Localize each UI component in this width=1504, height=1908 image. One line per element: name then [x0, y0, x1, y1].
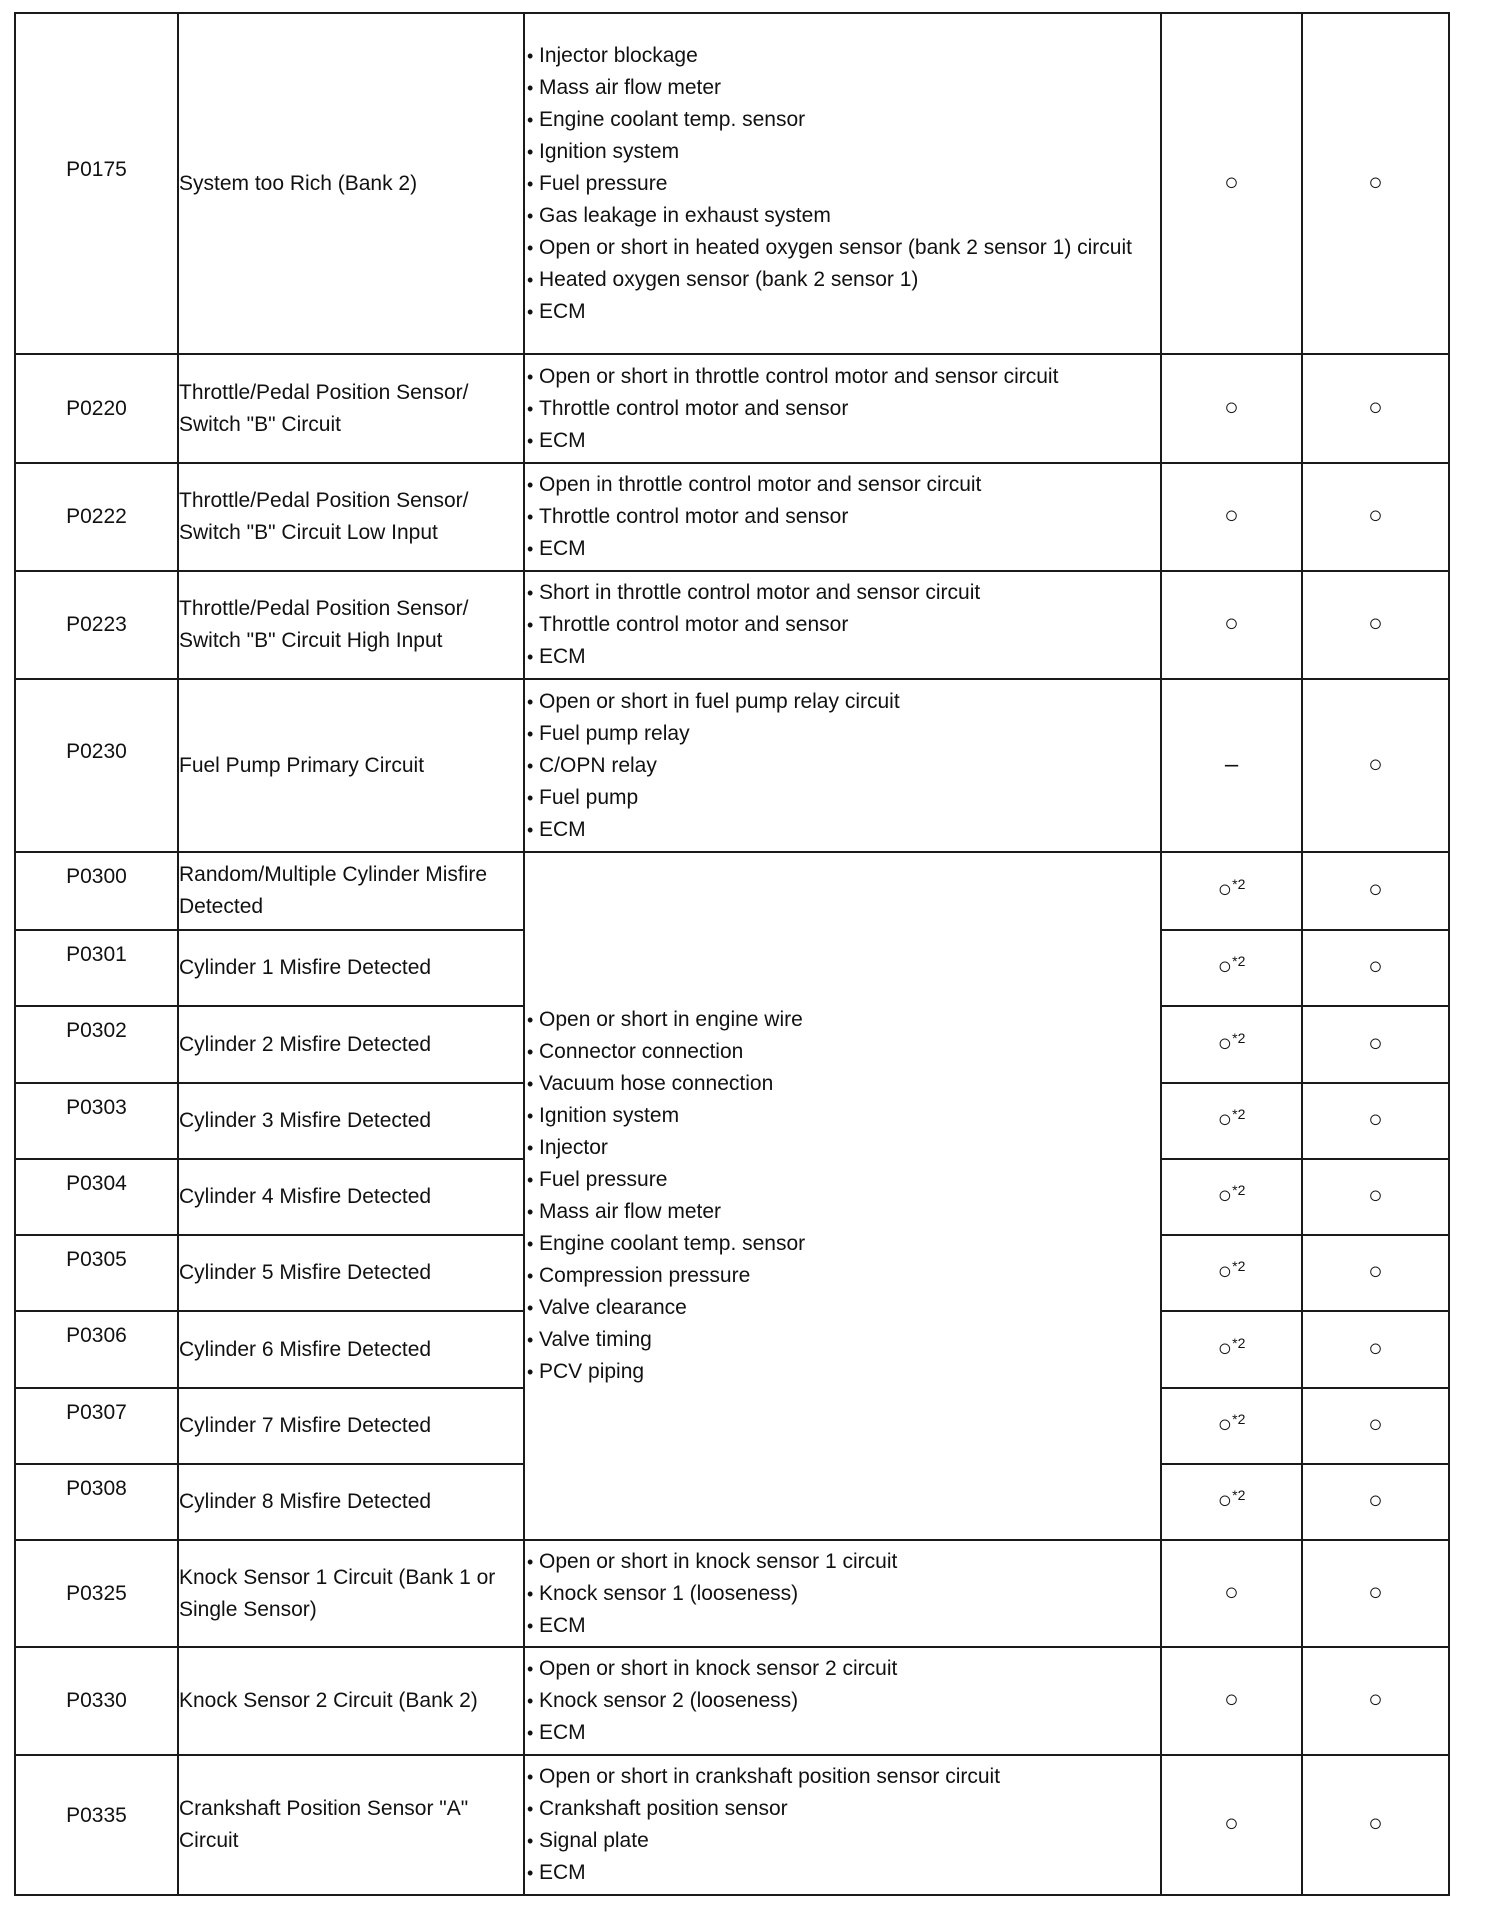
possible-causes [524, 679, 1161, 852]
mark-col-1 [1161, 1311, 1302, 1388]
cause-item: • Fuel pump relay [525, 718, 1160, 750]
mark-col-1 [1161, 930, 1302, 1006]
cause-item: • Fuel pressure [525, 1164, 1160, 1196]
circle-mark-icon: ○ [1217, 1411, 1233, 1438]
cause-item: • ECM [525, 425, 1160, 457]
mark-col-2 [1302, 1647, 1449, 1755]
footnote-ref: *2 [1232, 1411, 1246, 1427]
cause-item: • Crankshaft position sensor [525, 1793, 1160, 1825]
footnote-ref: *2 [1232, 1258, 1246, 1274]
cause-item: • Connector connection [525, 1036, 1160, 1068]
cause-item: • Knock sensor 1 (looseness) [525, 1578, 1160, 1610]
footnote-ref: *2 [1232, 1334, 1246, 1351]
mark-col-1 [1161, 1083, 1302, 1159]
dtc-description: Throttle/Pedal Position Sensor/ Switch "B" Circuit [178, 354, 524, 463]
dtc-description: Cylinder 2 Misfire Detected [178, 1006, 524, 1083]
mark-col-1 [1161, 852, 1302, 930]
mark-col-2 [1302, 13, 1449, 354]
dtc-description: Knock Sensor 1 Circuit (Bank 1 or Single Sensor) [178, 1540, 524, 1647]
cause-item: • Gas leakage in exhaust system [525, 200, 1160, 232]
cause-item: • ECM [525, 533, 1160, 565]
dtc-description: Cylinder 1 Misfire Detected [178, 930, 524, 1006]
mark-col-2 [1302, 571, 1449, 679]
dtc-code: P0303 [15, 1083, 178, 1159]
cause-item: • PCV piping [525, 1356, 1160, 1388]
cause-item: • Knock sensor 2 (looseness) [525, 1685, 1160, 1717]
circle-mark-icon: ○ [1217, 1334, 1233, 1362]
dtc-code: P0220 [15, 354, 178, 463]
dtc-description: Knock Sensor 2 Circuit (Bank 2) [178, 1647, 524, 1755]
mark-col-1 [1161, 1464, 1302, 1540]
cause-item: • Open or short in knock sensor 1 circuit [525, 1546, 1160, 1578]
dtc-description: Cylinder 8 Misfire Detected [178, 1464, 524, 1540]
possible-causes [524, 571, 1161, 679]
cause-item: • Valve timing [525, 1324, 1160, 1356]
footnote-ref: *2 [1232, 876, 1246, 892]
mark-col-1 [1161, 13, 1302, 354]
mark-col-2 [1302, 930, 1449, 1006]
circle-mark-icon: ○ [1217, 1029, 1233, 1057]
circle-mark-icon: ○ [1368, 1029, 1383, 1057]
dtc-description: System too Rich (Bank 2) [178, 13, 524, 354]
mark-col-1 [1161, 1755, 1302, 1895]
table-row [15, 679, 1449, 852]
dtc-code: P0223 [15, 571, 178, 679]
circle-mark-icon: ○ [1368, 1106, 1383, 1133]
dtc-table [14, 12, 1450, 1896]
cause-item: • ECM [525, 641, 1160, 673]
circle-mark-icon: ○ [1224, 1578, 1239, 1606]
cause-item: • Open or short in engine wire [525, 1004, 1160, 1036]
cause-item: • Injector [525, 1132, 1160, 1164]
cause-item: • Open in throttle control motor and sensor circuit [525, 469, 1160, 501]
table-row [15, 463, 1449, 571]
mark-col-2 [1302, 1464, 1449, 1540]
footnote-ref: *2 [1232, 1029, 1246, 1046]
table-row [15, 13, 1449, 354]
dash-mark: – [1224, 750, 1239, 778]
dtc-code: P0230 [15, 679, 178, 852]
cause-item: • Engine coolant temp. sensor [525, 104, 1160, 136]
cause-item: • ECM [525, 814, 1160, 846]
cause-item: • ECM [525, 296, 1160, 328]
dtc-code: P0302 [15, 1006, 178, 1083]
mark-col-1 [1161, 679, 1302, 852]
cause-item: • Compression pressure [525, 1260, 1160, 1292]
possible-causes [524, 1755, 1161, 1895]
mark-col-1 [1161, 1159, 1302, 1235]
footnote-ref: *2 [1232, 953, 1246, 969]
circle-mark-icon: ○ [1368, 502, 1383, 529]
dtc-description: Throttle/Pedal Position Sensor/ Switch "B" Circuit Low Input [178, 463, 524, 571]
table-row [15, 571, 1449, 679]
dtc-code: P0175 [15, 13, 178, 354]
mark-col-2 [1302, 1006, 1449, 1083]
circle-mark-icon: ○ [1217, 1106, 1233, 1133]
dtc-code: P0304 [15, 1159, 178, 1235]
dtc-description: Cylinder 3 Misfire Detected [178, 1083, 524, 1159]
cause-item: • Open or short in crankshaft position sensor circuit [525, 1761, 1160, 1793]
possible-causes [524, 13, 1161, 354]
dtc-code: P0330 [15, 1647, 178, 1755]
mark-col-2 [1302, 852, 1449, 930]
dtc-description: Cylinder 4 Misfire Detected [178, 1159, 524, 1235]
dtc-code: P0305 [15, 1235, 178, 1311]
circle-mark-icon: ○ [1368, 1810, 1383, 1837]
table-row [15, 1647, 1449, 1755]
circle-mark-icon: ○ [1224, 610, 1239, 637]
circle-mark-icon: ○ [1368, 1578, 1383, 1606]
cause-item: • Ignition system [525, 136, 1160, 168]
cause-item: • Engine coolant temp. sensor [525, 1228, 1160, 1260]
cause-item: • Ignition system [525, 1100, 1160, 1132]
mark-col-2 [1302, 1235, 1449, 1311]
mark-col-2 [1302, 1540, 1449, 1647]
circle-mark-icon: ○ [1368, 1258, 1383, 1285]
circle-mark-icon: ○ [1368, 750, 1383, 778]
mark-col-2 [1302, 1083, 1449, 1159]
cause-item: • Open or short in throttle control motor and sensor circuit [525, 361, 1160, 393]
circle-mark-icon: ○ [1224, 168, 1239, 196]
mark-col-1 [1161, 1647, 1302, 1755]
cause-item: • C/OPN relay [525, 750, 1160, 782]
cause-item: • Open or short in knock sensor 2 circuit [525, 1653, 1160, 1685]
cause-item: • Fuel pump [525, 782, 1160, 814]
table-row [15, 852, 1449, 930]
table-row [15, 1540, 1449, 1647]
cause-item: • Open or short in heated oxygen sensor (bank 2 sensor 1) circuit [525, 232, 1160, 264]
table-row [15, 1755, 1449, 1895]
dtc-description: Cylinder 6 Misfire Detected [178, 1311, 524, 1388]
dtc-code: P0335 [15, 1755, 178, 1895]
dtc-code: P0301 [15, 930, 178, 1006]
cause-item: • Mass air flow meter [525, 72, 1160, 104]
circle-mark-icon: ○ [1224, 502, 1239, 529]
cause-item: • Vacuum hose connection [525, 1068, 1160, 1100]
circle-mark-icon: ○ [1368, 1487, 1383, 1514]
circle-mark-icon: ○ [1368, 1411, 1383, 1438]
dtc-code: P0308 [15, 1464, 178, 1540]
mark-col-2 [1302, 679, 1449, 852]
mark-col-1 [1161, 354, 1302, 463]
circle-mark-icon: ○ [1368, 1334, 1383, 1362]
cause-item: • Short in throttle control motor and sensor circuit [525, 577, 1160, 609]
circle-mark-icon: ○ [1224, 1686, 1239, 1713]
cause-item: • Signal plate [525, 1825, 1160, 1857]
cause-item: • Fuel pressure [525, 168, 1160, 200]
mark-col-2 [1302, 354, 1449, 463]
circle-mark-icon: ○ [1368, 393, 1383, 421]
circle-mark-icon: ○ [1368, 168, 1383, 196]
circle-mark-icon: ○ [1368, 1182, 1383, 1209]
dtc-description: Cylinder 7 Misfire Detected [178, 1388, 524, 1464]
cause-item: • ECM [525, 1717, 1160, 1749]
cause-item: • Throttle control motor and sensor [525, 393, 1160, 425]
dtc-code: P0222 [15, 463, 178, 571]
circle-mark-icon: ○ [1217, 1182, 1233, 1209]
mark-col-1 [1161, 1540, 1302, 1647]
dtc-description: Random/Multiple Cylinder Misfire Detected [178, 852, 524, 930]
cause-item: • Heated oxygen sensor (bank 2 sensor 1) [525, 264, 1160, 296]
possible-causes [524, 852, 1161, 1540]
possible-causes [524, 1647, 1161, 1755]
circle-mark-icon: ○ [1224, 1810, 1239, 1837]
table-row [15, 354, 1449, 463]
cause-item: • Throttle control motor and sensor [525, 609, 1160, 641]
possible-causes [524, 1540, 1161, 1647]
cause-item: • Valve clearance [525, 1292, 1160, 1324]
circle-mark-icon: ○ [1217, 953, 1233, 980]
mark-col-2 [1302, 1311, 1449, 1388]
cause-item: • Injector blockage [525, 40, 1160, 72]
dtc-code: P0306 [15, 1311, 178, 1388]
mark-col-1 [1161, 1388, 1302, 1464]
dtc-description: Fuel Pump Primary Circuit [178, 679, 524, 852]
circle-mark-icon: ○ [1217, 1487, 1233, 1514]
mark-col-2 [1302, 463, 1449, 571]
circle-mark-icon: ○ [1217, 876, 1233, 903]
footnote-ref: *2 [1232, 1106, 1246, 1122]
mark-col-1 [1161, 1006, 1302, 1083]
footnote-ref: *2 [1232, 1182, 1246, 1198]
mark-col-2 [1302, 1159, 1449, 1235]
mark-col-1 [1161, 571, 1302, 679]
circle-mark-icon: ○ [1217, 1258, 1233, 1285]
possible-causes [524, 463, 1161, 571]
cause-item: • Throttle control motor and sensor [525, 501, 1160, 533]
circle-mark-icon: ○ [1368, 610, 1383, 637]
circle-mark-icon: ○ [1224, 393, 1239, 421]
cause-item: • ECM [525, 1857, 1160, 1889]
circle-mark-icon: ○ [1368, 1686, 1383, 1713]
mark-col-1 [1161, 463, 1302, 571]
cause-item: • ECM [525, 1610, 1160, 1642]
circle-mark-icon: ○ [1368, 953, 1383, 980]
dtc-description: Throttle/Pedal Position Sensor/ Switch "B" Circuit High Input [178, 571, 524, 679]
possible-causes [524, 354, 1161, 463]
dtc-code: P0300 [15, 852, 178, 930]
cause-item: • Open or short in fuel pump relay circuit [525, 686, 1160, 718]
mark-col-1 [1161, 1235, 1302, 1311]
circle-mark-icon: ○ [1368, 876, 1383, 903]
footnote-ref: *2 [1232, 1487, 1246, 1503]
cause-item: • Mass air flow meter [525, 1196, 1160, 1228]
mark-col-2 [1302, 1388, 1449, 1464]
mark-col-2 [1302, 1755, 1449, 1895]
dtc-description: Crankshaft Position Sensor "A" Circuit [178, 1755, 524, 1895]
dtc-code: P0325 [15, 1540, 178, 1647]
dtc-description: Cylinder 5 Misfire Detected [178, 1235, 524, 1311]
dtc-code: P0307 [15, 1388, 178, 1464]
